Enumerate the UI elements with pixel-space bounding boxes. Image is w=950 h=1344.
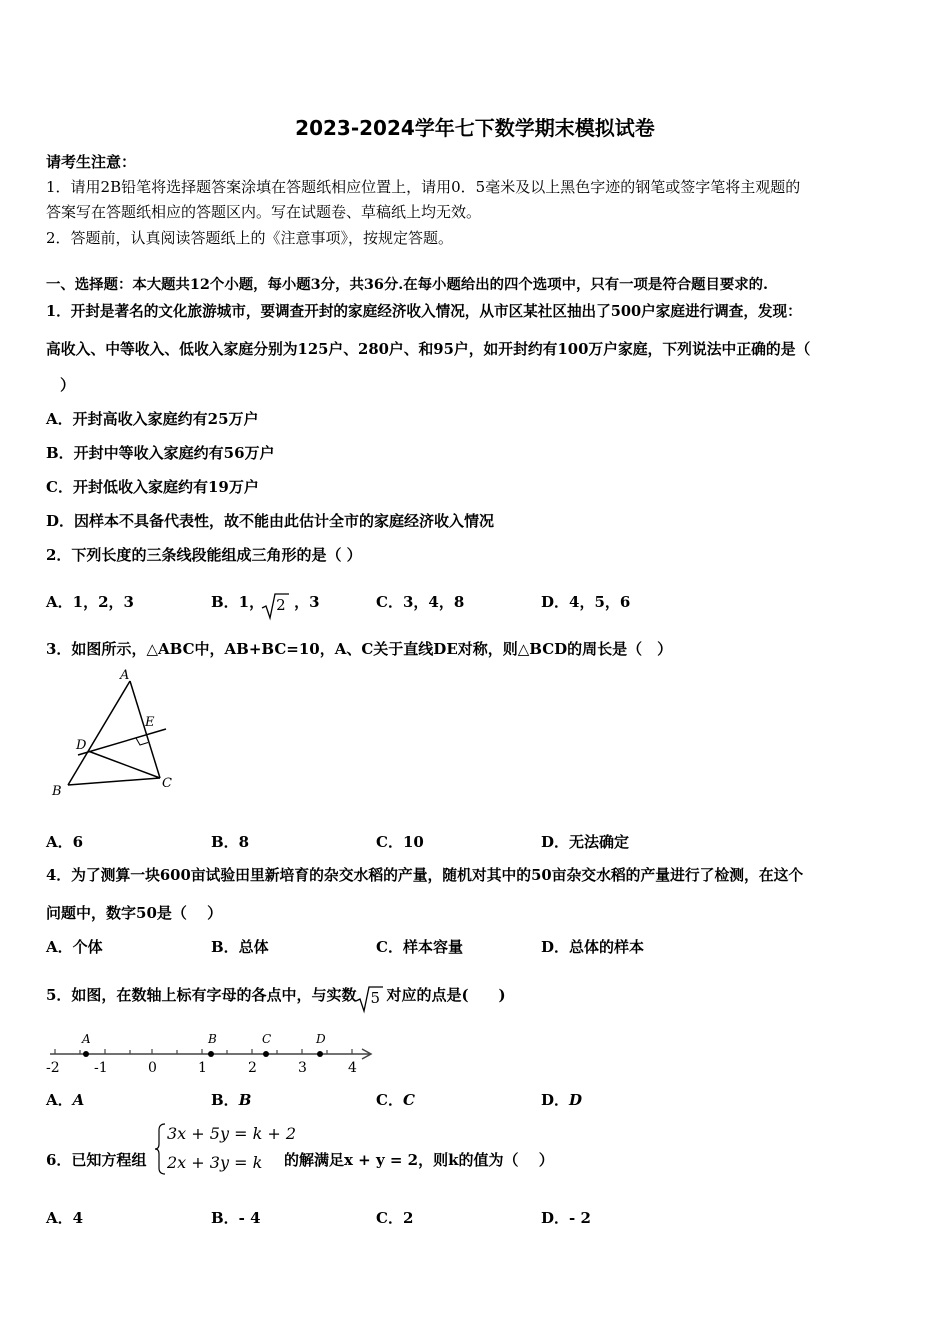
point-label-a: A [82,1032,91,1046]
q5-stem-prefix: 5．如图，在数轴上标有字母的各点中，与实数 [46,986,357,1004]
option-value: A [72,1091,85,1109]
q5-option-c [376,1090,415,1110]
q6-option-d: D．- 2 [541,1209,591,1227]
q3-option-a: A．6 [46,833,84,851]
segment-dc [88,751,160,778]
segment-ab [68,681,130,785]
notice-item-2: 2．答题前，认真阅读答题纸上的《注意事项》，按规定答题。 [46,229,454,247]
notice-item-1-line-1: 1．请用2B铅笔将选择题答案涂填在答题纸相应位置上，请用0．5毫米及以上黑色字迹的钢笔或签字笔将主观题的 [46,178,801,196]
line-de [78,729,166,755]
q1-option-d: D．因样本不具备代表性，故不能由此估计全市的家庭经济收入情况 [46,512,495,530]
equation-brace-icon [153,1122,167,1176]
q1-option-a: A．开封高收入家庭约有25万户 [46,410,259,428]
label-c: C [162,776,172,791]
q1-option-b: B．开封中等收入家庭约有56万户 [46,444,275,462]
point-a [83,1051,89,1057]
point-label-c: C [262,1032,272,1046]
tick-label-2: 2 [248,1060,257,1076]
q1-line-2: 高收入、中等收入、低收入家庭分别为125户、280户、和95户，如开封约有100万户家庭，下列说法中正确的是（ [46,341,811,358]
label-d: D [76,738,87,753]
number-line [40,1026,380,1078]
sqrt-radicand: 5 [370,989,380,1007]
label-b: B [52,784,62,799]
q4-option-c: C．样本容量 [376,938,463,956]
q6-option-b: B．- 4 [211,1209,261,1227]
q2-option-c: C．3，4，8 [376,593,465,611]
point-d [317,1051,323,1057]
q6-stem-suffix: 的解满足x + y = 2，则k的值为（ ） [284,1151,554,1169]
point-b [208,1051,214,1057]
q2-option-b-prefix: B．1， [211,593,265,611]
q4-option-b: B．总体 [211,938,269,956]
label-a: A [120,668,130,683]
tick-label-4: 4 [348,1060,357,1076]
option-letter: D． [541,1091,570,1109]
tick-label-neg2: -2 [46,1060,60,1076]
q2-option-a: A．1，2，3 [46,593,134,611]
q6-option-a: A．4 [46,1209,84,1227]
q5-stem-suffix: 对应的点是( ) [386,986,506,1004]
option-letter: C． [376,1091,403,1109]
tick-label-1: 1 [198,1060,207,1076]
tick-label-3: 3 [298,1060,307,1076]
q3-option-c: C．10 [376,833,424,851]
equation-1: 3x + 5y = k + 2 [167,1124,297,1143]
q4-line-2: 问题中，数字50是（ ） [46,904,223,922]
q3-stem: 3．如图所示，△ABC中，AB+BC=10，A、C关于直线DE对称，则△BCD的周长是（ ） [46,640,673,658]
q2-stem: 2．下列长度的三条线段能组成三角形的是（ ） [46,546,362,564]
option-value: D [569,1091,583,1109]
q2-option-b-suffix: ，3 [294,593,320,611]
label-e: E [145,715,155,730]
q4-option-d: D．总体的样本 [541,938,645,956]
point-c [263,1051,269,1057]
q5-option-b [211,1090,251,1110]
tick-label-neg1: -1 [94,1060,108,1076]
option-value: B [238,1091,252,1109]
q4-option-a: A．个体 [46,938,103,956]
q6-option-c: C．2 [376,1209,414,1227]
q1-line-3: ） [60,376,76,394]
q5-option-a [46,1090,84,1110]
q1-option-c: C．开封低收入家庭约有19万户 [46,478,259,496]
q4-line-1: 4．为了测算一块600亩试验田里新培育的杂交水稻的产量，随机对其中的50亩杂交水稻的产量进行了检测，在这个 [46,867,804,884]
q1-line-1: 1．开封是著名的文化旅游城市，要调查开封的家庭经济收入情况，从市区某社区抽出了500户家庭进行调查，发现： [46,303,802,320]
q6-stem-prefix: 6．已知方程组 [46,1151,147,1169]
q3-option-b: B．8 [211,833,250,851]
q5-stem [46,985,506,1005]
section-heading: 一、选择题：本大题共12个小题，每小题3分，共36分.在每小题给出的四个选项中，只有一项是符合题目要求的. [46,276,769,293]
page-title: 2023-2024学年七下数学期末模拟试卷 [295,116,655,140]
notice-heading: 请考生注意： [46,153,137,171]
point-label-b: B [208,1032,217,1046]
option-letter: A． [46,1091,73,1109]
q2-option-b [211,592,320,612]
segment-bc [68,778,160,785]
q2-option-d: D．4，5，6 [541,593,631,611]
q5-option-d [541,1090,582,1110]
option-letter: B． [211,1091,239,1109]
right-angle-mark [136,738,148,745]
notice-item-1-line-2: 答案写在答题纸相应的答题区内。写在试题卷、草稿纸上均无效。 [46,203,482,221]
q3-triangle-figure [40,665,200,805]
sqrt-radicand: 2 [276,596,286,614]
point-label-d: D [316,1032,326,1046]
tick-label-0: 0 [148,1060,157,1076]
equation-2: 2x + 3y = k [167,1153,263,1172]
option-value: C [402,1091,415,1109]
q3-option-d: D．无法确定 [541,833,630,851]
